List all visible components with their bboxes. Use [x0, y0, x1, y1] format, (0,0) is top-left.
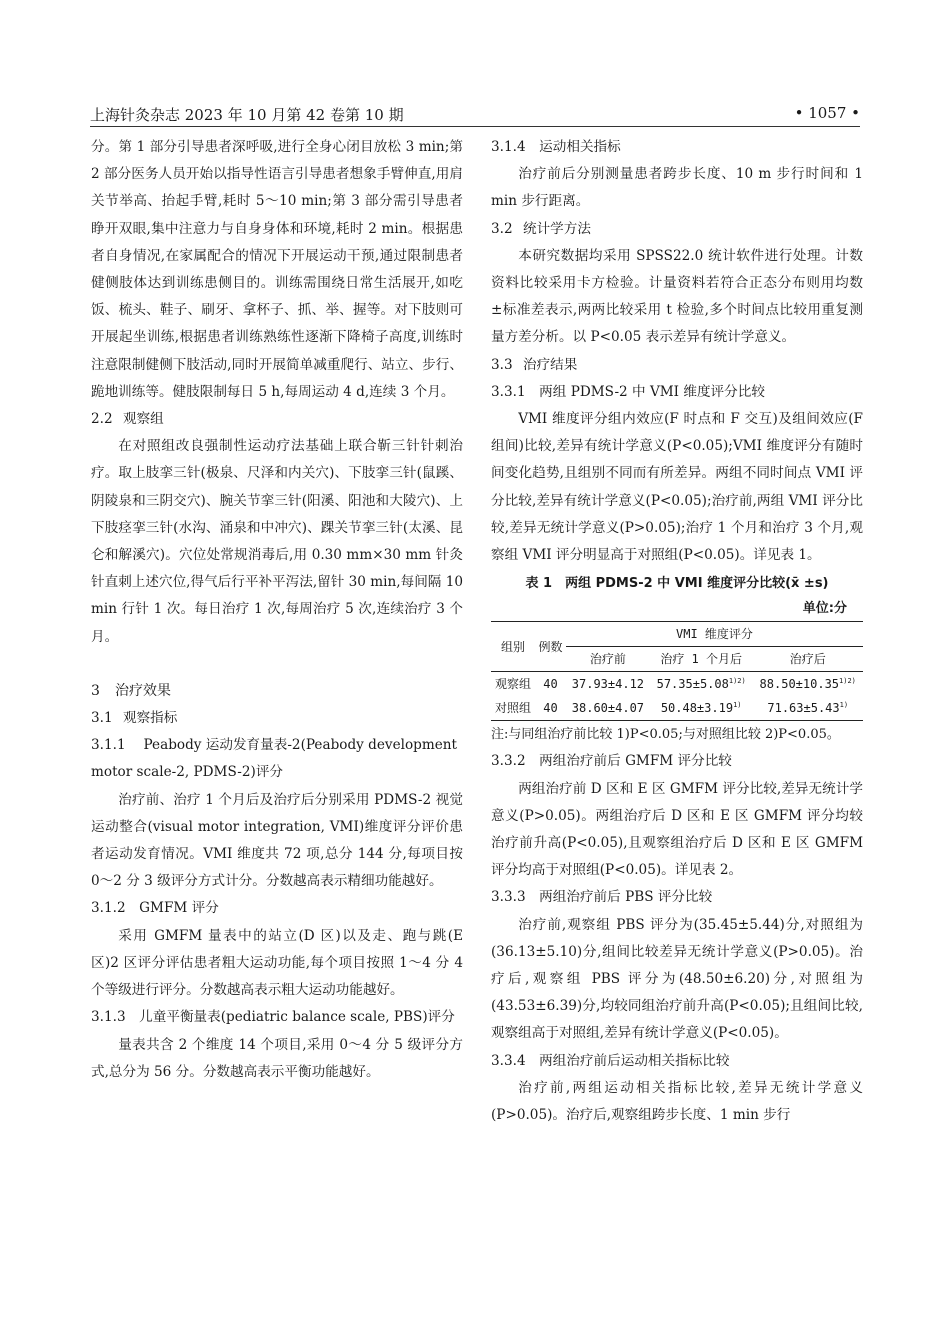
- table-title: 表 1 两组 PDMS-2 中 VMI 维度评分比较(x̄ ±s): [525, 576, 829, 592]
- section-title: 治疗结果: [523, 356, 578, 373]
- subsection-heading-3-1-1: 3.1.1 Peabody 运动发育量表-2(Peabody development motor scale-2, PDMS-2)评分: [91, 737, 458, 781]
- left-column: [91, 134, 463, 1086]
- section-number: 3: [91, 682, 100, 699]
- cell-value: 50.48±3.19: [660, 701, 734, 716]
- table-header-group: 组别: [491, 622, 535, 672]
- table-note: 注:与同组治疗前比较 1)P<0.05;与对照组比较 2)P<0.05。: [491, 727, 840, 743]
- section-number: 3.1: [91, 710, 113, 727]
- right-column: [491, 134, 863, 1129]
- section-heading-3: [91, 678, 463, 705]
- paragraph: 治疗前后分别测量患者跨步长度、10 m 步行时间和 1 min 步行距离。: [491, 166, 863, 210]
- table-unit: 单位:分: [802, 601, 847, 617]
- paragraph: VMI 维度评分组内效应(F 时点和 F 交互)及组间效应(F 组间)比较,差异有统计学意义(P<0.05);VMI 维度评分有随时间变化趋势,且组别不同而有所差异。两组不同时间点 VMI 评分比较,差异有统计学意义(P<0.05);治疗前,两组 VMI 评分比较,差异无统计学意义(P>0.05);治疗 1 个月和治疗 3 个月,观察组 VMI 评分明显高于对照组(P<0.05)。详见表 1。: [491, 411, 863, 564]
- section-title: 观察组: [123, 411, 164, 428]
- section-title: 统计学方法: [523, 220, 591, 237]
- subsection-heading-3-3-2: 3.3.2 两组治疗前后 GMFM 评分比较: [491, 753, 732, 770]
- section-title: 观察指标: [123, 710, 178, 727]
- paragraph: 治疗前、治疗 1 个月后及治疗后分别采用 PDMS-2 视觉运动整合(visual motor integration, VMI)维度评分评价患者运动发育情况。VMI 维度共 72 项,总分 144 分,每项目按 0～2 分 3 级评分方式计分。分数越高表示精细功能越好。: [91, 791, 463, 890]
- cell-footnote: 1)2): [839, 677, 856, 686]
- table-row: [491, 696, 863, 721]
- cell-value: 71.63±5.43: [767, 701, 840, 716]
- subsection-heading-3-1-4: 3.1.4 运动相关指标: [491, 139, 621, 155]
- section-heading-2-2: [91, 406, 463, 433]
- paragraph: 量表共含 2 个维度 14 个项目,采用 0～4 分 5 级评分方式,总分为 56 分。分数越高表示平衡功能越好。: [91, 1036, 463, 1080]
- subsection-heading-3-1-3: 3.1.3 儿童平衡量表(pediatric balance scale, PBS)评分: [91, 1009, 455, 1026]
- paragraph: 治疗前,两组运动相关指标比较,差异无统计学意义(P>0.05)。治疗后,观察组跨步长度、1 min 步行: [491, 1079, 863, 1124]
- paragraph: 在对照组改良强制性运动疗法基础上联合靳三针针刺治疗。取上肢挛三针(极泉、尺泽和内关穴)、下肢挛三针(鼠蹊、阴陵泉和三阴交穴)、腕关节挛三针(阳溪、阳池和大陵穴)、上下肢痉挛三针(水沟、涌泉和中冲穴)、踝关节挛三针(太溪、昆仑和解溪穴)。穴位处常规消毒后,用 0.30 mm×30 mm 针灸针直刺上述穴位,得气后行平补平泻法,留针 30 min,每间隔 10 min 行针 1 次。每日治疗 1 次,每周治疗 5 次,连续治疗 3 个月。: [91, 438, 463, 645]
- data-table: [491, 621, 863, 721]
- paragraph: 两组治疗前 D 区和 E 区 GMFM 评分比较,差异无统计学意义(P>0.05)。两组治疗后 D 区和 E 区 GMFM 评分均较治疗前升高(P<0.05),且观察组治疗后 D 区和 E 区 GMFM 评分均高于对照组(P<0.05)。详见表 2。: [491, 780, 863, 879]
- table-header-after: 治疗后: [752, 647, 863, 672]
- section-heading-3-1: [91, 705, 463, 732]
- section-heading-3-2: [491, 216, 863, 243]
- table-cell: [650, 672, 753, 697]
- table-header-span: VMI 维度评分: [566, 622, 863, 647]
- table-cell: 对照组: [491, 696, 535, 721]
- subsection-heading-3-3-3: 3.3.3 两组治疗前后 PBS 评分比较: [491, 889, 713, 906]
- table-cell: 38.60±4.07: [566, 696, 650, 721]
- cell-footnote: 1): [733, 701, 742, 710]
- table-cell: 37.93±4.12: [571, 677, 645, 692]
- table-cell: 40: [535, 696, 566, 721]
- table-cell: [752, 696, 863, 721]
- table-cell: 观察组: [495, 677, 532, 692]
- table-header-before: 治疗前: [566, 647, 650, 672]
- paragraph: 采用 GMFM 量表中的站立(D 区)以及走、跑与跳(E 区)2 区评分评估患者粗大运动功能,每个项目按照 1～4 分 4 个等级进行评分。分数越高表示粗大运动功能越好。: [91, 927, 463, 999]
- running-header: [90, 104, 860, 127]
- table-cell: [650, 696, 753, 721]
- subsection-heading-3-3-1: 3.3.1 两组 PDMS-2 中 VMI 维度评分比较: [491, 383, 765, 400]
- cell-footnote: 1): [839, 701, 849, 710]
- section-heading-3-3: [491, 352, 863, 379]
- subsection-heading-3-1-2: 3.1.2 GMFM 评分: [91, 900, 219, 917]
- section-number: 3.2: [491, 220, 513, 237]
- paragraph: 分。第 1 部分引导患者深呼吸,进行全身心闭目放松 3 min;第 2 部分医务人员开始以指导性语言引导患者想象手臂伸直,用肩关节举高、抬起手臂,耗时 5～10 min;第 3 部分需引导患者睁开双眼,集中注意力与自身身体和环境,耗时 2 min。根据患者自身情况,在家属配合的情况下开展运动干预,通过限制患者健侧肢体达到训练患侧目的。训练需围绕日常生活展开,如吃饭、梳头、鞋子、刷牙、拿杯子、抓、举、握等。对下肢则可开展起坐训练,根据患者训练熟练性逐渐下降椅子高度,训练时注意限制健侧下肢活动,同时开展简单减重爬行、站立、步行、跪地训练等。健肢限制每日 5 h,每周运动 4 d,连续 3 个月。: [91, 139, 463, 400]
- cell-footnote: 1)2): [728, 677, 746, 686]
- table-cell: [752, 672, 863, 697]
- table-header-1m: 治疗 1 个月后: [650, 647, 753, 672]
- table-row: [491, 672, 863, 697]
- page-number: • 1057 •: [794, 104, 860, 122]
- journal-title: 上海针灸杂志 2023 年 10 月第 42 卷第 10 期: [90, 106, 404, 124]
- section-title: 治疗效果: [115, 682, 171, 699]
- table-header-n: 例数: [535, 622, 566, 672]
- section-number: 3.3: [491, 356, 513, 373]
- cell-value: 88.50±10.35: [759, 677, 840, 692]
- cell-value: 57.35±5.08: [656, 677, 729, 692]
- section-number: 2.2: [91, 411, 113, 428]
- paragraph: 本研究数据均采用 SPSS22.0 统计软件进行处理。计数资料比较采用卡方检验。计量资料若符合正态分布则用均数±标准差表示,两两比较采用 t 检验,多个时间点比较用重复测量方差分析。以 P<0.05 表示差异有统计学意义。: [491, 247, 863, 346]
- subsection-heading-3-3-4: 3.3.4 两组治疗前后运动相关指标比较: [491, 1052, 730, 1069]
- table-cell: 40: [543, 677, 558, 692]
- paragraph: 治疗前,观察组 PBS 评分为(35.45±5.44)分,对照组为(36.13±5.10)分,组间比较差异无统计学意义(P>0.05)。治疗后,观察组 PBS 评分为(48.50±6.20)分,对照组为(43.53±6.39)分,均较同组治疗前升高(P<0.05);且组间比较,观察组高于对照组,差异有统计学意义(P<0.05)。: [491, 916, 863, 1042]
